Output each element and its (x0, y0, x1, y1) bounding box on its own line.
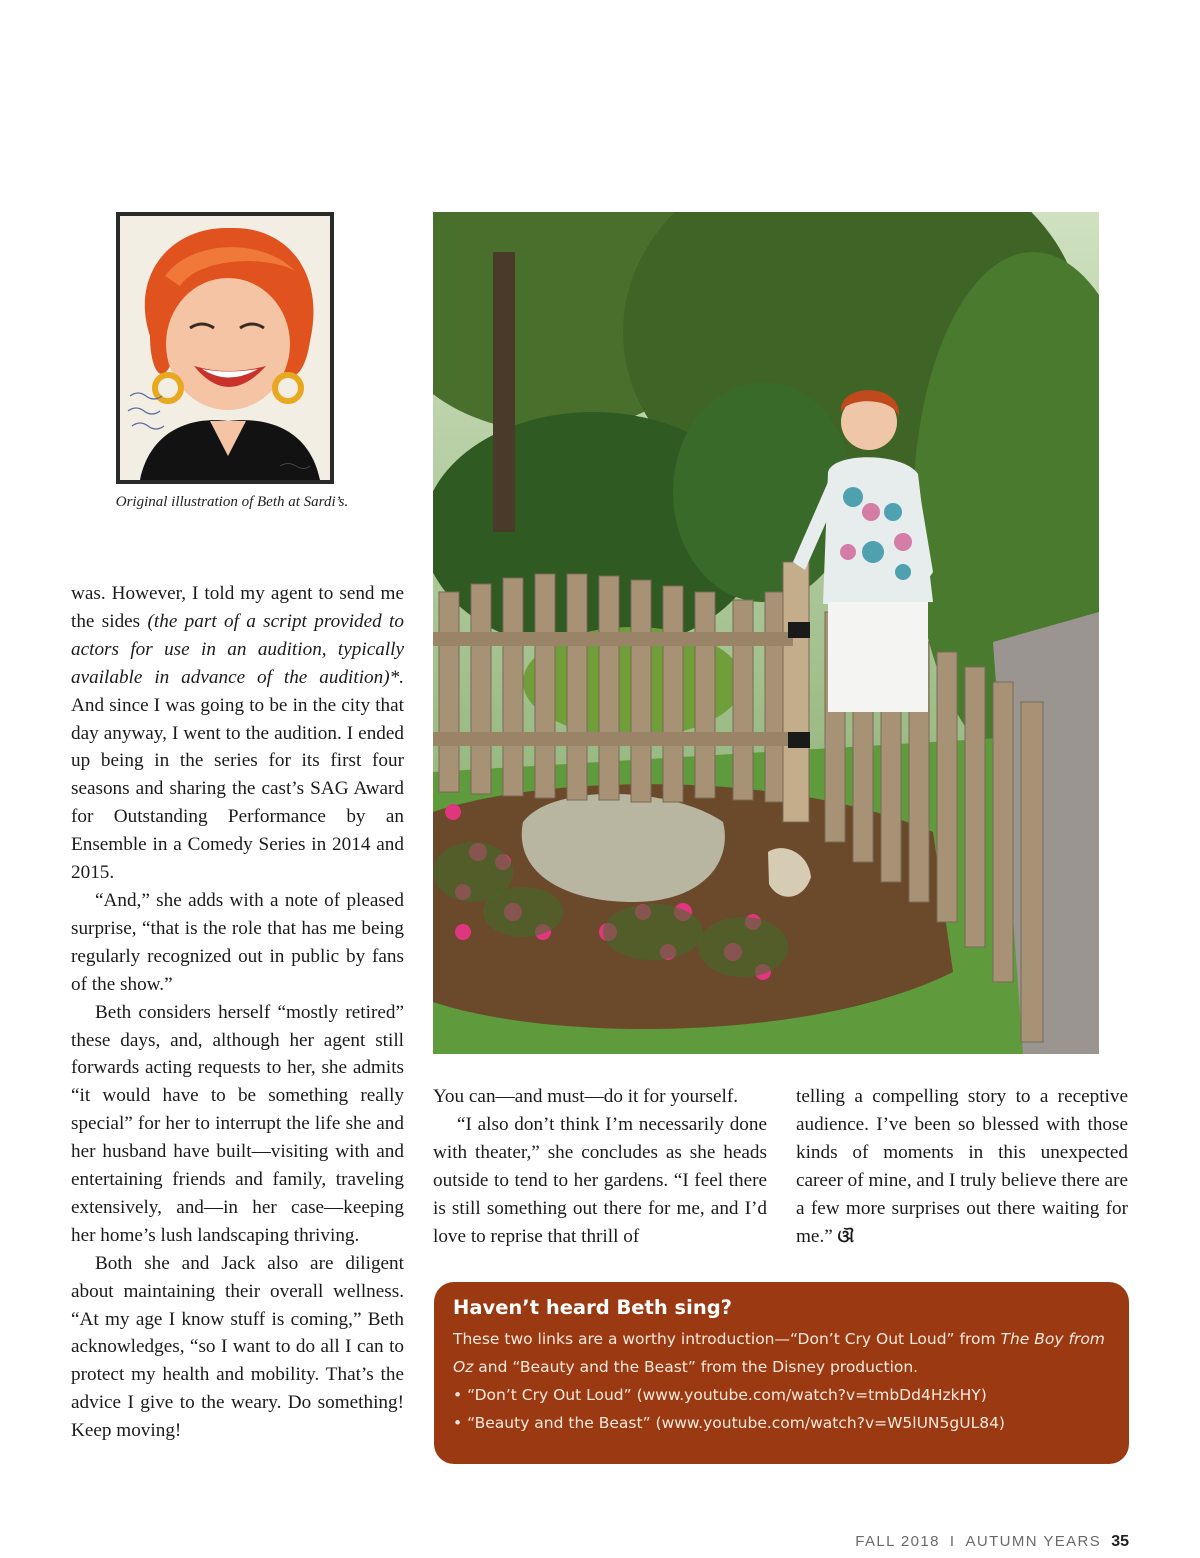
sidebar-box (434, 1282, 1129, 1464)
sidebar-link-1[interactable]: • “Don’t Cry Out Loud” (www.youtube.com/watch?v=tmbDd4HzkHY) (453, 1386, 987, 1404)
page-number: 35 (1111, 1533, 1129, 1550)
article-column-3 (796, 1083, 1128, 1251)
caricature-drawing (120, 216, 330, 480)
article-column-2 (433, 1083, 767, 1250)
col2-paragraph-2: “I also don’t think I’m necessarily done with theater,” she concludes as she heads outside to tend to her gardens. “I feel there is still something out there for me, and I’d love to reprise that thrill of (433, 1113, 767, 1247)
garden-photo (433, 212, 1099, 1054)
col1-p1-text: was. However, I told my agent to send me the sides (71, 583, 404, 632)
col1-p1-definition: (the part of a script provided to actors for use in an audition, typically available in advance of the audition)*. (71, 610, 404, 688)
col1-p1-text-end: And since I was going to be in the city that day anyway, I went to the audition. I ended up being in the series for its first four seasons and sharing the cast’s SAG Award for Outstanding Performance by an Ensemble in a Comedy Series in 2014 and 2015. (71, 694, 404, 884)
sidebar-intro (453, 1325, 1109, 1381)
col1-paragraph-3: Beth considers herself “mostly retired” these days, and, although her agent still forwards acting requests to her, she admits “it would have to be something really special” for her to interrupt the life she and her husband have built—visiting with and entertaining friends and family, traveling extensively, and—in her case—keeping her home’s lush landscaping thriving. (71, 1001, 404, 1246)
article-column-1 (71, 580, 404, 1445)
col3-paragraph-1 (796, 1083, 1128, 1251)
sidebar-intro-text: These two links are a worthy introduction—“Don’t Cry Out Loud” from (453, 1330, 1001, 1348)
col1-paragraph-2: “And,” she adds with a note of pleased surprise, “that is the role that has me being regularly recognized out in public by fans of the show.” (71, 889, 404, 995)
sidebar-intro-text-end: and “Beauty and the Beast” from the Disney production. (473, 1358, 919, 1376)
sidebar-intro-title: The Boy from Oz (453, 1330, 1105, 1376)
sidebar-body (453, 1325, 1109, 1437)
page-folio (800, 1533, 1129, 1551)
col3-p1-text: telling a compelling story to a receptive audience. I’ve been so blessed with those kinds of moments in this unexpected career of mine, and I truly believe there are a few more surprises out there waiting for me.” (796, 1086, 1128, 1247)
col2-paragraph-1: You can—and must—do it for yourself. (433, 1086, 739, 1107)
folio-issue: FALL 2018 (855, 1533, 940, 1550)
col1-paragraph-1 (71, 580, 404, 887)
illustration-caption: Original illustration of Beth at Sardi’s. (115, 494, 349, 510)
col1-paragraph-4: Both she and Jack also are diligent about maintaining their overall wellness. “At my age I know stuff is coming,” Beth acknowledges, “so I want to do all I can to protect my health and mobility. That’s the advice I give to the weary. Do something! Keep moving! (71, 1252, 404, 1442)
caricature-illustration (116, 212, 334, 484)
end-mark-icon: ଔ (837, 1226, 854, 1247)
garden-photo-drawing (433, 212, 1099, 1054)
sidebar-link-2[interactable]: • “Beauty and the Beast” (www.youtube.com/watch?v=W5lUN5gUL84) (453, 1414, 1005, 1432)
sidebar-title: Haven’t heard Beth sing? (453, 1296, 732, 1319)
folio-magazine: AUTUMN YEARS (965, 1533, 1102, 1550)
folio-separator: I (949, 1533, 956, 1550)
